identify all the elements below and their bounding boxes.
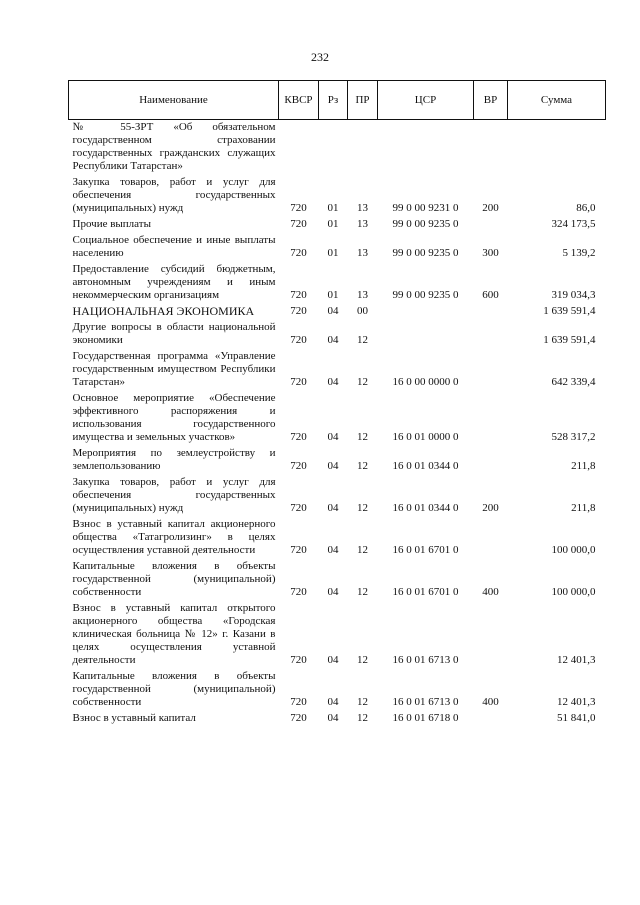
column-header-pr: ПР: [348, 81, 378, 120]
row-sum: 1 639 591,4: [543, 305, 596, 317]
row-rz: 04: [327, 712, 339, 724]
row-pr: 12: [357, 376, 368, 388]
row-kvsr: 720: [290, 247, 307, 259]
table-body: [69, 120, 606, 727]
row-rz: 01: [327, 289, 339, 301]
row-vr: 600: [482, 289, 499, 301]
row-kvsr: 720: [290, 712, 307, 724]
row-csr: 99 0 00 9235 0: [392, 218, 459, 230]
row-name: Мероприятия по землеустройству и землепользованию: [72, 447, 276, 472]
row-name: Капитальные вложения в объекты государственной (муниципальной) собственности: [72, 670, 276, 708]
row-name: Другие вопросы в области национальной экономики: [72, 321, 276, 346]
row-sum: 51 841,0: [557, 712, 596, 724]
row-rz: 01: [327, 218, 339, 230]
row-name: НАЦИОНАЛЬНАЯ ЭКОНОМИКА: [72, 304, 255, 318]
row-rz: 04: [327, 502, 339, 514]
row-kvsr: [279, 120, 319, 175]
row-csr: 16 0 01 0344 0: [392, 460, 459, 472]
row-vr: 300: [482, 247, 499, 259]
page-number: 232: [311, 50, 329, 64]
table-row: [69, 348, 606, 390]
row-csr: 16 0 01 6713 0: [392, 654, 459, 666]
column-header-vr: ВР: [474, 81, 508, 120]
row-vr: [474, 348, 508, 390]
row-name: № 55-ЗРТ «Об обязательном государственном страховании государственных гражданских служащих Республики Татарстан»: [72, 121, 276, 172]
row-csr: [378, 303, 474, 319]
row-kvsr: 720: [290, 289, 307, 301]
row-kvsr: 720: [290, 544, 307, 556]
row-kvsr: 720: [290, 502, 307, 514]
row-vr: [474, 319, 508, 348]
row-name: Основное мероприятие «Обеспечение эффективного распоряжения и использования государственного имущества и земельных участков»: [72, 392, 276, 443]
row-name: Закупка товаров, работ и услуг для обеспечения государственных (муниципальных) нужд: [72, 476, 276, 514]
row-vr: 200: [482, 502, 499, 514]
row-kvsr: 720: [290, 654, 307, 666]
row-name: Государственная программа «Управление государственным имуществом Республики Татарстан»: [72, 350, 276, 388]
row-rz: 01: [327, 247, 339, 259]
table-row: [69, 232, 606, 261]
table-row: [69, 216, 606, 232]
row-csr: [378, 319, 474, 348]
row-csr: 16 0 01 6701 0: [392, 586, 459, 598]
row-pr: 12: [357, 696, 368, 708]
table-row: [69, 600, 606, 668]
row-rz: 04: [327, 696, 339, 708]
table-row: [69, 390, 606, 445]
row-sum: 100 000,0: [551, 544, 596, 556]
row-pr: 12: [357, 502, 368, 514]
table-row: [69, 445, 606, 474]
row-rz: 04: [327, 654, 339, 666]
row-sum: 12 401,3: [557, 654, 596, 666]
row-vr: [474, 445, 508, 474]
row-pr: 13: [357, 202, 368, 214]
row-pr: 13: [357, 289, 368, 301]
row-vr: [474, 120, 508, 175]
row-kvsr: 720: [290, 305, 307, 317]
row-rz: 04: [327, 376, 339, 388]
row-csr: 16 0 01 0344 0: [392, 502, 459, 514]
table-row: [69, 174, 606, 216]
row-sum: 5 139,2: [562, 247, 596, 259]
row-pr: 13: [357, 247, 368, 259]
row-rz: [319, 120, 348, 175]
row-kvsr: 720: [290, 696, 307, 708]
row-pr: 12: [357, 334, 368, 346]
row-pr: 12: [357, 460, 368, 472]
row-vr: [474, 390, 508, 445]
row-vr: 200: [482, 202, 499, 214]
table-row: [69, 710, 606, 726]
table-row: [69, 303, 606, 319]
table-row: [69, 319, 606, 348]
row-sum: 319 034,3: [551, 289, 596, 301]
row-sum: 12 401,3: [557, 696, 596, 708]
row-vr: [474, 216, 508, 232]
row-sum: 100 000,0: [551, 586, 596, 598]
table-row: [69, 261, 606, 303]
column-header-kvsr: КВСР: [279, 81, 319, 120]
row-kvsr: 720: [290, 376, 307, 388]
row-rz: 04: [327, 586, 339, 598]
row-pr: 12: [357, 431, 368, 443]
row-name: Закупка товаров, работ и услуг для обеспечения государственных (муниципальных) нужд: [72, 176, 276, 214]
row-pr: [348, 120, 378, 175]
table-header-row: [69, 81, 606, 120]
row-name: Социальное обеспечение и иные выплаты населению: [72, 234, 276, 259]
row-sum: 1 639 591,4: [543, 334, 596, 346]
table-row: [69, 474, 606, 516]
row-sum: 324 173,5: [551, 218, 596, 230]
row-csr: 16 0 01 6718 0: [392, 712, 459, 724]
row-pr: 12: [357, 586, 368, 598]
row-rz: 04: [327, 305, 339, 317]
row-kvsr: 720: [290, 586, 307, 598]
row-pr: 12: [357, 654, 368, 666]
row-kvsr: 720: [290, 431, 307, 443]
row-pr: 00: [357, 305, 368, 317]
table-row: [69, 516, 606, 558]
row-vr: 400: [482, 586, 499, 598]
table-row: [69, 120, 606, 175]
row-kvsr: 720: [290, 218, 307, 230]
row-csr: 99 0 00 9235 0: [392, 289, 459, 301]
column-header-rz: Рз: [319, 81, 348, 120]
row-vr: [474, 303, 508, 319]
row-sum: [508, 120, 606, 175]
budget-table: [68, 80, 606, 726]
row-sum: 528 317,2: [551, 431, 596, 443]
row-pr: 13: [357, 218, 368, 230]
row-rz: 04: [327, 544, 339, 556]
row-vr: 400: [482, 696, 499, 708]
row-sum: 211,8: [571, 502, 596, 514]
row-name: Взнос в уставный капитал открытого акционерного общества «Городская клиническая больница № 12» г. Казани в целях осуществления уставной деятельности: [72, 602, 276, 666]
column-header-csr: ЦСР: [378, 81, 474, 120]
row-name: Взнос в уставный капитал: [72, 712, 196, 724]
row-rz: 04: [327, 431, 339, 443]
row-kvsr: 720: [290, 460, 307, 472]
row-name: Предоставление субсидий бюджетным, автономным учреждениям и иным некоммерческим организациям: [72, 263, 276, 301]
row-kvsr: 720: [290, 334, 307, 346]
table-row: [69, 668, 606, 710]
row-rz: 04: [327, 334, 339, 346]
row-vr: [474, 516, 508, 558]
row-csr: 16 0 01 6713 0: [392, 696, 459, 708]
row-csr: [378, 120, 474, 175]
column-header-sum: Сумма: [508, 81, 606, 120]
row-csr: 16 0 01 0000 0: [392, 431, 459, 443]
row-vr: [474, 710, 508, 726]
row-pr: 12: [357, 544, 368, 556]
row-sum: 86,0: [576, 202, 596, 214]
row-csr: 16 0 00 0000 0: [392, 376, 459, 388]
column-header-name: Наименование: [69, 81, 279, 120]
row-pr: 12: [357, 712, 368, 724]
row-name: Прочие выплаты: [72, 218, 151, 230]
row-name: Капитальные вложения в объекты государственной (муниципальной) собственности: [72, 560, 276, 598]
row-sum: 211,8: [571, 460, 596, 472]
row-rz: 04: [327, 460, 339, 472]
row-rz: 01: [327, 202, 339, 214]
row-csr: 99 0 00 9235 0: [392, 247, 459, 259]
row-csr: 16 0 01 6701 0: [392, 544, 459, 556]
row-csr: 99 0 00 9231 0: [392, 202, 459, 214]
row-kvsr: 720: [290, 202, 307, 214]
row-name: Взнос в уставный капитал акционерного общества «Татагролизинг» в целях осуществления уставной деятельности: [72, 518, 276, 556]
table-row: [69, 558, 606, 600]
row-sum: 642 339,4: [551, 376, 596, 388]
row-vr: [474, 600, 508, 668]
